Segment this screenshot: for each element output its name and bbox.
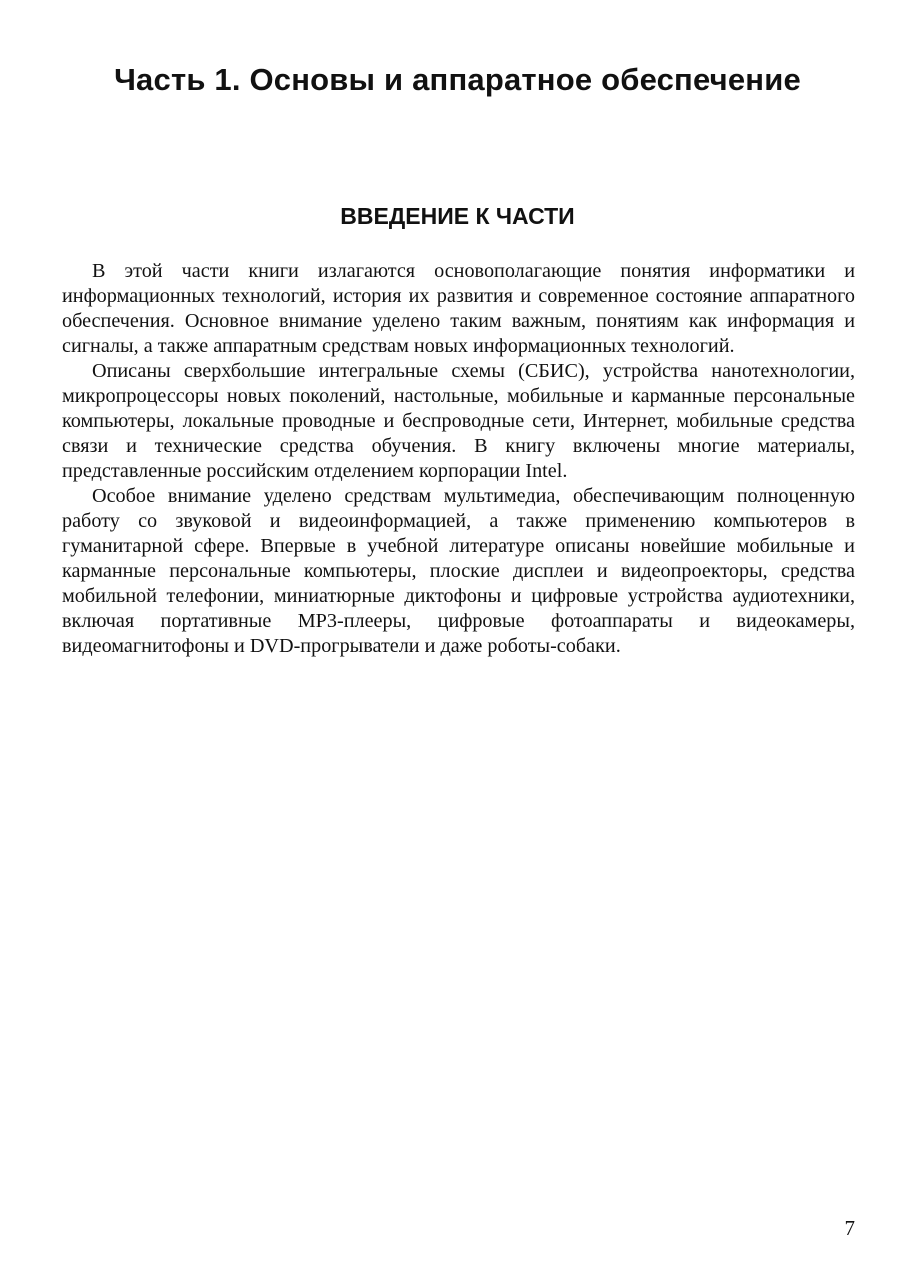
- paragraph-3: Особое внимание уделено средствам мультимедиа, обеспечивающим полноценную работу со звуковой и видеоинформацией, а также применению компьютеров в гуманитарной сфере. Впервые в учебной литературе описаны новейшие мобильные и карманные персональные компьютеры, плоские дисплеи и видеопроекторы, средства мобильной телефонии, миниатюрные диктофоны и цифровые устройства аудиотехники, включая портативные МР3-плееры, цифровые фотоаппараты и видеокамеры, видеомагнитофоны и DVD-прогрыватели и даже роботы-собаки.: [62, 485, 855, 657]
- paragraph-2: Описаны сверхбольшие интегральные схемы (СБИС), устройства нанотехнологии, микропроцессоры новых поколений, настольные, мобильные и карманные персональные компьютеры, локальные проводные и беспроводные сети, Интернет, мобильные средства связи и технические средства обучения. В книгу включены многие материалы, представленные российским отделением корпорации Intel.: [62, 360, 855, 482]
- part-title: Часть 1. Основы и аппаратное обеспечение: [114, 62, 801, 97]
- paragraph-1: В этой части книги излагаются основополагающие понятия информатики и информационных технологий, история их развития и современное состояние аппаратного обеспечения. Основное внимание уделено таким важным, понятиям как информация и сигналы, а также аппаратным средствам новых информационных технологий.: [62, 260, 855, 357]
- body-text: [62, 259, 855, 659]
- section-title: ВВЕДЕНИЕ К ЧАСТИ: [340, 203, 575, 229]
- page-number: 7: [844, 1216, 855, 1240]
